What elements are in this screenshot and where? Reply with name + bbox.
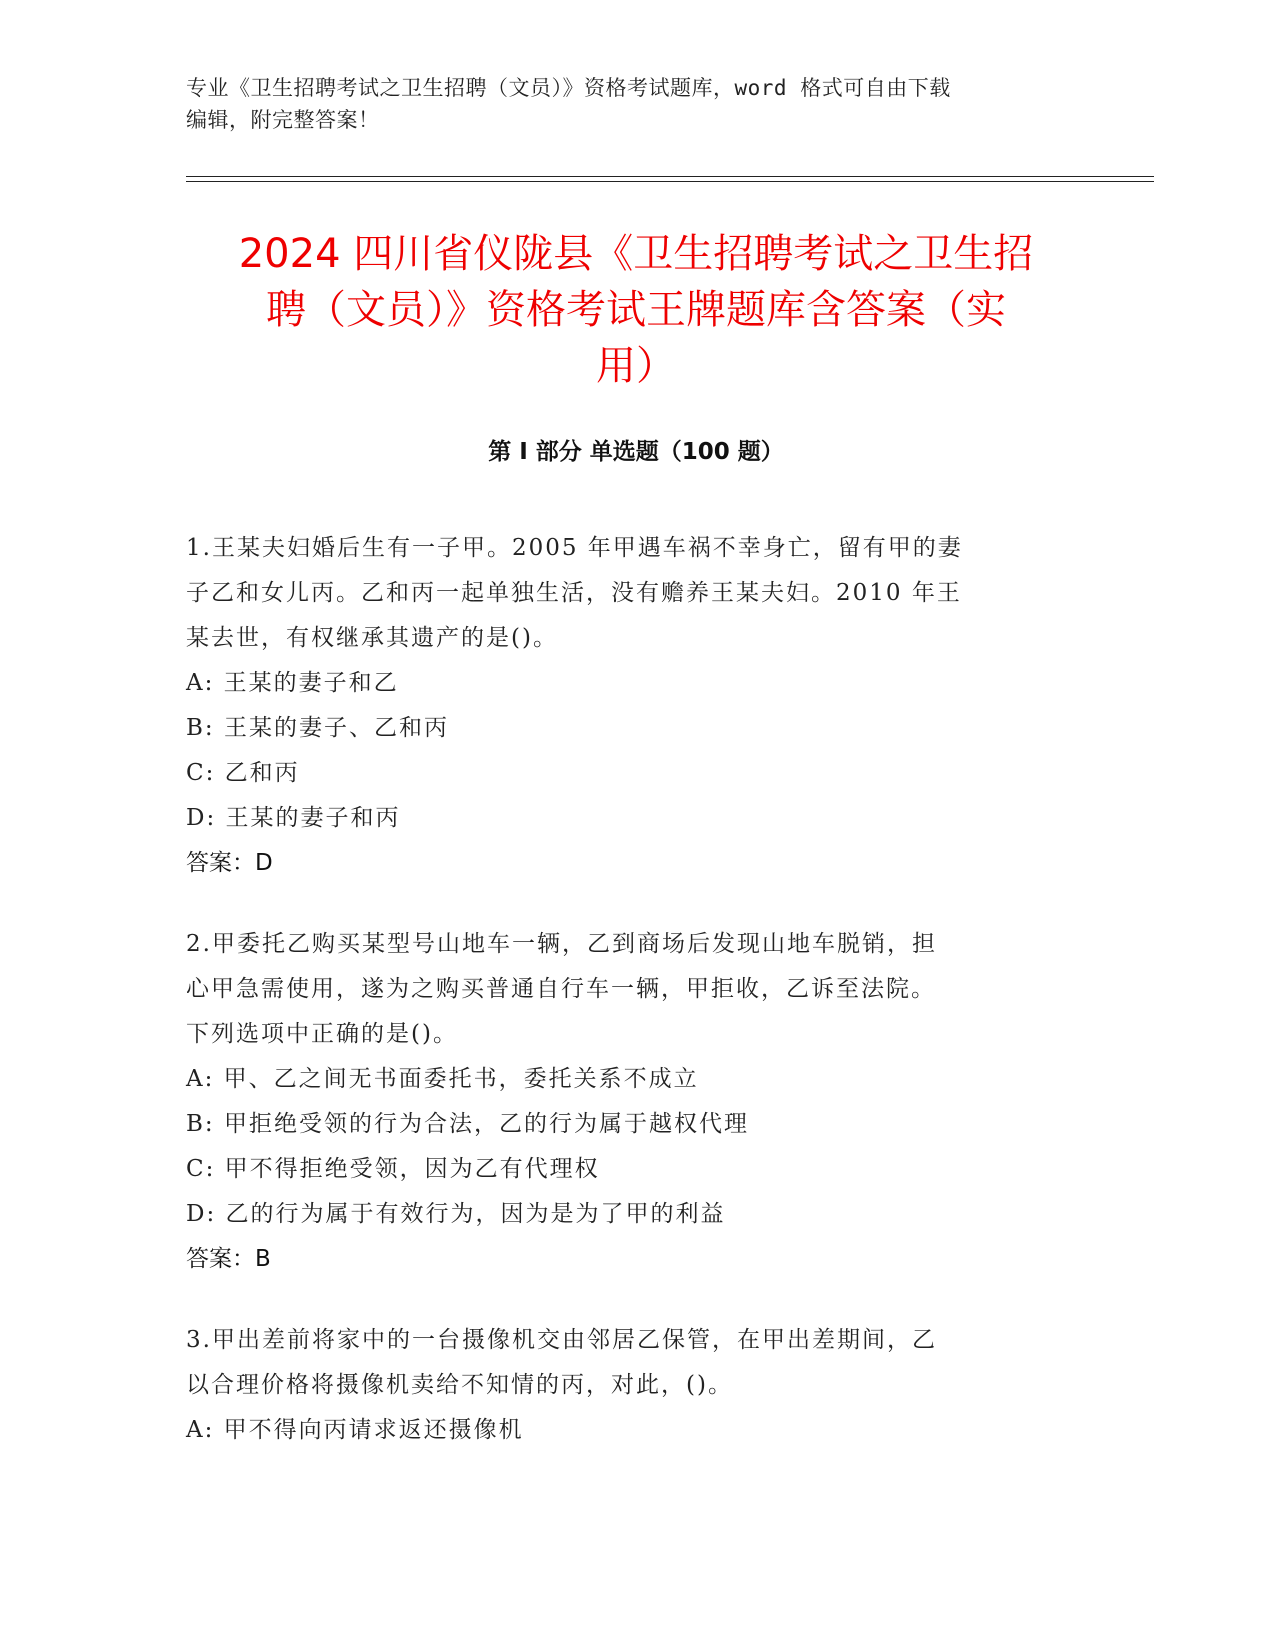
option-d: D: 王某的妻子和丙 bbox=[186, 805, 401, 831]
question-line: 某去世，有权继承其遗产的是()。 bbox=[186, 625, 558, 651]
option-a: A: 甲不得向丙请求返还摄像机 bbox=[186, 1417, 524, 1443]
option-c: C: 甲不得拒绝受领，因为乙有代理权 bbox=[186, 1156, 600, 1182]
question-list bbox=[186, 526, 1086, 1489]
header-note bbox=[186, 72, 1066, 136]
document-title-line: 聘（文员）》资格考试王牌题库含答案（实 bbox=[266, 287, 1006, 333]
question-line: 3.甲出差前将家中的一台摄像机交由邻居乙保管，在甲出差期间，乙 bbox=[186, 1327, 937, 1353]
option-a: A: 王某的妻子和乙 bbox=[186, 670, 399, 696]
option-a: A: 甲、乙之间无书面委托书，委托关系不成立 bbox=[186, 1066, 699, 1092]
header-divider-top bbox=[186, 176, 1154, 177]
option-d: D: 乙的行为属于有效行为，因为是为了甲的利益 bbox=[186, 1201, 726, 1227]
document-title bbox=[186, 226, 1086, 394]
document-title-line: 用） bbox=[596, 343, 676, 389]
option-b: B: 甲拒绝受领的行为合法，乙的行为属于越权代理 bbox=[186, 1111, 749, 1137]
question-item bbox=[186, 922, 1086, 1282]
answer-label: 答案：B bbox=[186, 1246, 271, 1272]
question-line: 以合理价格将摄像机卖给不知情的丙，对此，()。 bbox=[186, 1372, 733, 1398]
header-divider-bottom bbox=[186, 181, 1154, 182]
document-title-line: 2024 四川省仪陇县《卫生招聘考试之卫生招 bbox=[238, 231, 1034, 277]
question-item bbox=[186, 1318, 1086, 1453]
question-line: 2.甲委托乙购买某型号山地车一辆，乙到商场后发现山地车脱销，担 bbox=[186, 931, 937, 957]
section-heading: 第 I 部分 单选题（100 题） bbox=[488, 439, 784, 465]
header-note-line: 专业《卫生招聘考试之卫生招聘（文员）》资格考试题库，word 格式可自由下载 bbox=[186, 76, 951, 100]
answer-label: 答案：D bbox=[186, 850, 273, 876]
question-line: 下列选项中正确的是()。 bbox=[186, 1021, 458, 1047]
question-item bbox=[186, 526, 1086, 886]
option-b: B: 王某的妻子、乙和丙 bbox=[186, 715, 449, 741]
question-line: 1.王某夫妇婚后生有一子甲。2005 年甲遇车祸不幸身亡，留有甲的妻 bbox=[186, 535, 963, 561]
option-c: C: 乙和丙 bbox=[186, 760, 300, 786]
header-note-line: 编辑，附完整答案！ bbox=[186, 108, 380, 132]
question-line: 心甲急需使用，遂为之购买普通自行车一辆，甲拒收，乙诉至法院。 bbox=[186, 976, 936, 1002]
question-line: 子乙和女儿丙。乙和丙一起单独生活，没有赡养王某夫妇。2010 年王 bbox=[186, 580, 962, 606]
